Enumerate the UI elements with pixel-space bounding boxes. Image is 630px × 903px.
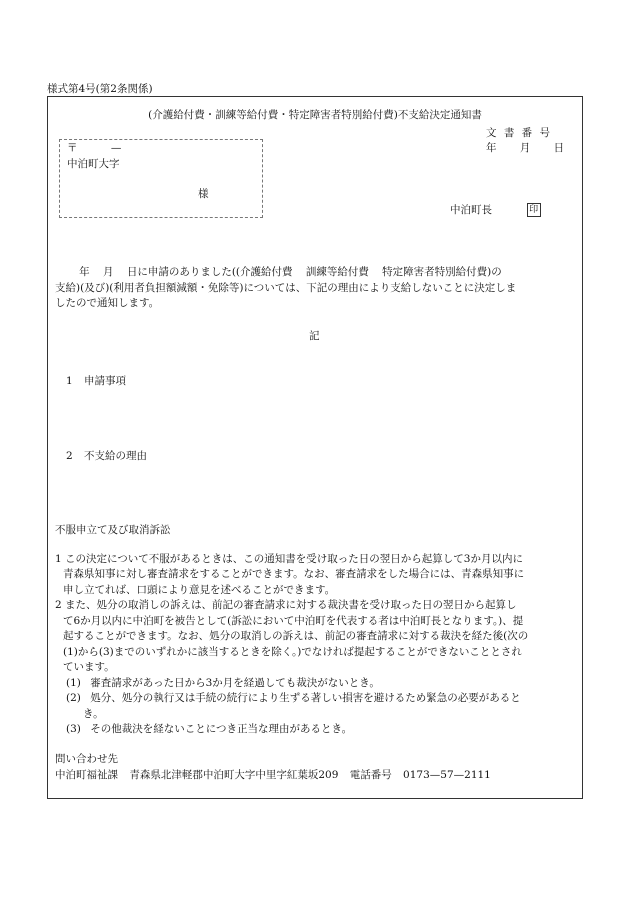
appeal-1-line-1: 1 この決定について不服があるときは、この通知書を受け取った日の翌日から起算して3か月以内に: [55, 553, 523, 565]
appeal-2-line-3: 起することができます。なお、処分の取消しの訴えは、前記の審査請求に対する裁決を経た後(次の: [63, 630, 529, 642]
appeal-heading: 不服申立て及び取消訴訟: [55, 524, 171, 536]
appeal-2-line-2: て6か月以内に中泊町を被告として(訴訟において中泊町を代表する者は中泊町長となります。)、提: [63, 615, 524, 627]
sub-item-3: (3) その他裁決を経ないことにつき正当な理由があるとき。: [66, 723, 353, 735]
appeal-2-line-1: 2 また、処分の取消しの訴えは、前記の審査請求に対する裁決書を受け取った日の翌日から起算し: [55, 599, 517, 611]
address-town: 中泊町大字: [67, 158, 120, 170]
appeal-2-line-4: (1)から(3)までのいずれかに該当するときを除く。)でなければ提起することができないこととされ: [63, 646, 522, 658]
sender-name: 中泊町長: [450, 204, 492, 216]
honorific: 様: [198, 188, 209, 200]
sub-item-2-continued: き。: [83, 708, 104, 720]
section-application-items: 1 申請事項: [66, 375, 127, 387]
appeal-1-line-2: 青森県知事に対し審査請求をすることができます。なお、審査請求をした場合には、青森県知事に: [63, 568, 525, 580]
seal-mark: 印: [527, 203, 541, 217]
sub-item-2: (2) 処分、処分の執行又は手続の続行により生ずる著しい損害を避けるため緊急の必要があると: [66, 692, 521, 704]
form-number: 様式第4号(第2条関係): [47, 83, 153, 95]
intro-line-1: 年 月 日に申請のありました((介護給付費 訓練等給付費 特定障害者特別給付費)の: [79, 266, 502, 278]
appeal-2-line-5: ています。: [63, 661, 115, 673]
contact-line: 中泊町福祉課 青森県北津軽郡中泊町大字中里字紅葉坂209 電話番号 0173—57—2111: [55, 769, 491, 781]
intro-paragraph: [55, 265, 580, 312]
date-label: 年 月 日: [486, 142, 565, 154]
contact-heading: 問い合わせ先: [55, 753, 118, 765]
section-refusal-reason: 2 不支給の理由: [66, 450, 148, 462]
intro-line-3: したので通知します。: [55, 297, 160, 309]
sub-item-1: (1) 審査請求があった日から3か月を経過しても裁決がないとき。: [66, 677, 380, 689]
sender-line: [450, 202, 541, 217]
intro-line-2: 支給)(及び)(利用者負担額減額・免除等)については、下記の理由により支給しないことに決定しま: [55, 281, 517, 294]
postal-code-line: 〒 —: [67, 142, 122, 154]
appeal-1-line-3: 申し立てれば、口頭により意見を述べることができます。: [63, 584, 336, 596]
document-title: (介護給付費・訓練等給付費・特定障害者特別給付費)不支給決定通知書: [148, 109, 482, 121]
ki-heading: 記: [309, 330, 320, 342]
document-number-label: 文 書 番 号: [486, 127, 553, 139]
